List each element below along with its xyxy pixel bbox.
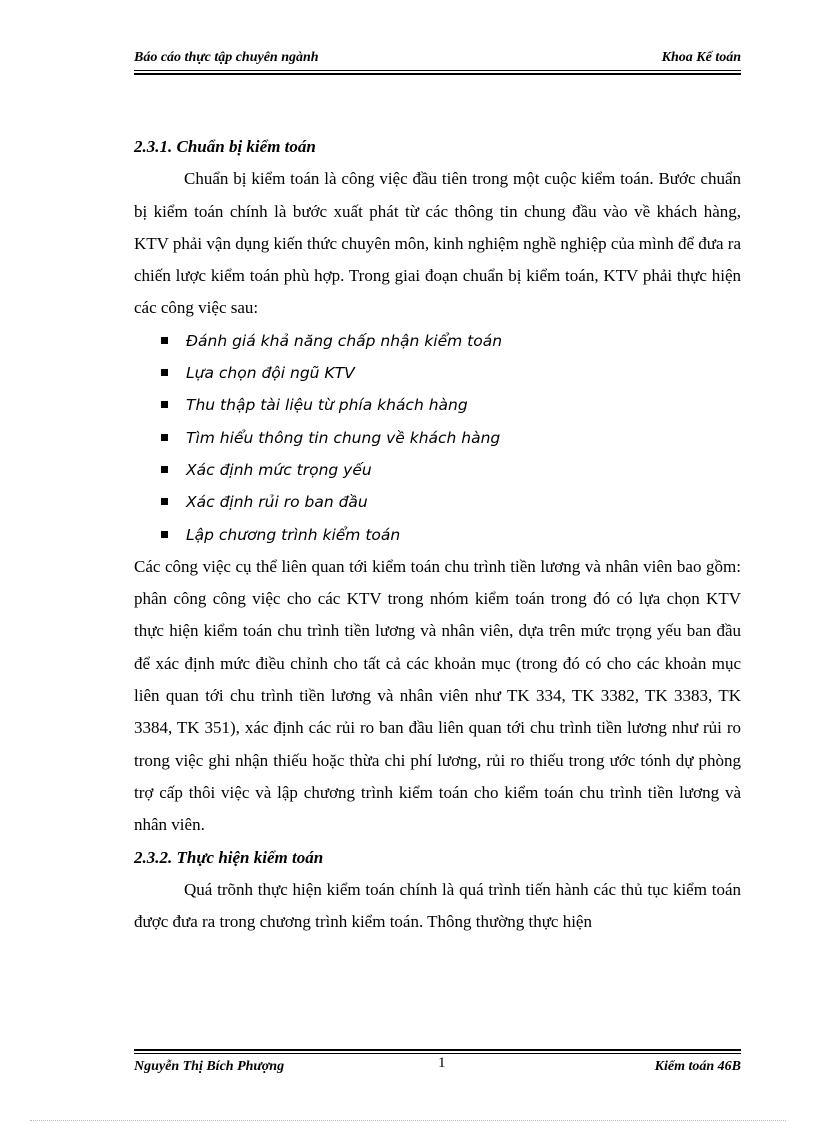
- list-item-text: Xác định mức trọng yếu: [186, 460, 372, 479]
- square-bullet-icon: [161, 498, 168, 505]
- page-header: [134, 50, 741, 70]
- list-item: [134, 389, 741, 421]
- header-rule-thin: [134, 70, 741, 72]
- list-item-text: Lập chương trình kiểm toán: [186, 525, 401, 544]
- list-item: [134, 486, 741, 518]
- footer-author: Nguyễn Thị Bích Phượng: [134, 1059, 285, 1074]
- page-body: [134, 131, 741, 938]
- square-bullet-icon: [161, 466, 168, 473]
- square-bullet-icon: [161, 337, 168, 344]
- list-item: [134, 325, 741, 357]
- list-item: [134, 357, 741, 389]
- section-heading-2-3-2: 2.3.2. Thực hiện kiểm toán: [134, 847, 324, 867]
- list-item: [134, 422, 741, 454]
- section-1-intro-paragraph: Chuẩn bị kiểm toán là công việc đầu tiên trong một cuộc kiểm toán. Bước chuẩn bị kiểm toán chính là bước xuất phát từ các thông tin chung đầu vào về khách hàng, KTV phải vận dụng kiến thức chuyên môn, kinh nghiệm nghề nghiệp của mình để đưa ra chiến lược kiểm toán phù hợp. Trong giai đoạn chuẩn bị kiểm toán, KTV phải thực hiện các công việc sau:: [134, 169, 741, 318]
- footer-rule-thick: [134, 1049, 741, 1051]
- footer-class: Kiểm toán 46B: [654, 1059, 741, 1074]
- list-item-text: Lựa chọn đội ngũ KTV: [186, 364, 355, 383]
- square-bullet-icon: [161, 434, 168, 441]
- list-item-text: Đánh giá khả năng chấp nhận kiểm toán: [186, 331, 503, 350]
- square-bullet-icon: [161, 401, 168, 408]
- list-item-text: Tìm hiểu thông tin chung về khách hàng: [186, 428, 501, 447]
- list-item: [134, 454, 741, 486]
- page-footer: [134, 1057, 741, 1079]
- footer-rule-thin: [134, 1053, 741, 1054]
- section-heading-2-3-1: 2.3.1. Chuẩn bị kiểm toán: [134, 137, 316, 156]
- square-bullet-icon: [161, 531, 168, 538]
- header-report-title: Báo cáo thực tập chuyên ngành: [134, 50, 319, 65]
- list-item-text: Thu thập tài liệu từ phía khách hàng: [186, 396, 468, 415]
- bottom-dotted-border: [30, 1120, 786, 1121]
- list-item: [134, 519, 741, 551]
- preparation-task-list: [134, 325, 741, 551]
- list-item-text: Xác định rủi ro ban đầu: [186, 493, 368, 512]
- square-bullet-icon: [161, 369, 168, 376]
- section-1-body-paragraph: Các công việc cụ thể liên quan tới kiểm toán chu trình tiền lương và nhân viên bao gồm: phân công công việc cho các KTV trong nhóm kiểm toán trong đó có lựa chọn KTV thực hiện kiểm toán chu trình tiền lương và nhân viên, dựa trên mức trọng yếu ban đầu để xác định mức điều chỉnh cho tất cả các khoản mục (trong đó có cho các khoản mục liên quan tới chu trình tiền lương và nhân viên như TK 334, TK 3382, TK 3383, TK 3384, TK 351), xác định các rủi ro ban đầu liên quan tới chu trình tiền lương như rủi ro trong việc ghi nhận thiếu hoặc thừa chi phí lương, rủi ro thiếu trong ước tónh dự phòng trợ cấp thôi việc và lập chương trình kiểm toán cho kiểm toán chu trình tiền lương và nhân viên.: [134, 556, 741, 835]
- footer-page-number: 1: [438, 1055, 446, 1071]
- header-department: Khoa Kế toán: [661, 50, 741, 65]
- section-2-intro-paragraph: Quá trõnh thực hiện kiểm toán chính là quá trình tiến hành các thủ tục kiểm toán được đưa ra trong chương trình kiểm toán. Thông thường thực hiện: [134, 879, 741, 932]
- header-rule-thick: [134, 73, 741, 75]
